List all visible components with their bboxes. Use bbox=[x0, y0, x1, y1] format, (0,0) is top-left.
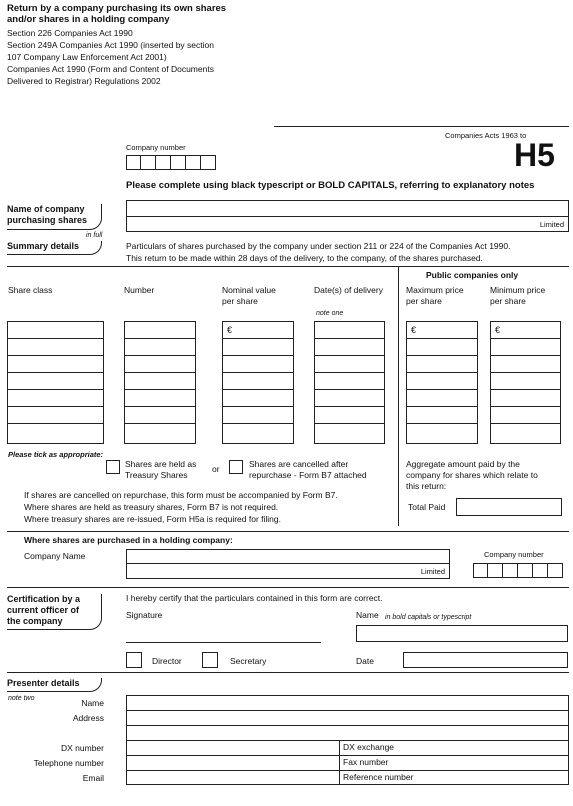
aggregate-line: Aggregate amount paid by the bbox=[406, 459, 520, 469]
signature-label: Signature bbox=[126, 610, 163, 620]
company-number-label: Company number bbox=[126, 143, 186, 152]
acts-label: Companies Acts 1963 to bbox=[445, 131, 527, 140]
col-max-sub: per share bbox=[406, 296, 442, 306]
held-label-2: Treasury Shares bbox=[125, 470, 188, 480]
note-two: note two bbox=[8, 695, 35, 702]
delivery-date-column[interactable] bbox=[314, 321, 385, 444]
form-code: H5 bbox=[514, 137, 555, 173]
col-nominal: Nominal value bbox=[222, 285, 276, 295]
section-tag-certification: Certification by a current officer of the company bbox=[7, 594, 102, 630]
note-line: Where shares are held as treasury shares, Form B7 is not required. bbox=[24, 502, 279, 512]
presenter-email-label: Email bbox=[82, 773, 104, 783]
ref-line: Section 226 Companies Act 1990 bbox=[7, 28, 133, 38]
date-field[interactable] bbox=[403, 652, 568, 668]
presenter-details-grid[interactable] bbox=[126, 695, 569, 785]
presenter-name-label: Name bbox=[81, 698, 104, 708]
ref-line: Delivered to Registrar) Regulations 2002 bbox=[7, 76, 161, 86]
cancelled-label-1: Shares are cancelled after bbox=[249, 459, 349, 469]
signature-line[interactable] bbox=[126, 642, 321, 643]
form-title-line2: and/or shares in a holding company bbox=[7, 14, 170, 25]
aggregate-line: this return: bbox=[406, 481, 447, 491]
note-line: If shares are cancelled on repurchase, this form must be accompanied by Form B7. bbox=[24, 490, 338, 500]
secretary-checkbox[interactable] bbox=[202, 652, 218, 668]
header-rule bbox=[274, 126, 569, 127]
fax-label: Fax number bbox=[343, 757, 389, 767]
holding-company-name-field[interactable]: Limited bbox=[126, 549, 450, 579]
treasury-checkbox[interactable] bbox=[106, 460, 120, 474]
presenter-dx-label: DX number bbox=[61, 743, 104, 753]
certification-statement: I hereby certify that the particulars contained in this form are correct. bbox=[126, 593, 383, 603]
total-paid-field[interactable] bbox=[456, 498, 562, 516]
name-label: Name bbox=[356, 610, 379, 620]
director-label: Director bbox=[152, 656, 182, 666]
holding-company-number-field[interactable] bbox=[473, 563, 563, 578]
company-number-field[interactable] bbox=[126, 155, 216, 170]
holding-company-number-label: Company number bbox=[484, 550, 544, 559]
ref-line: Companies Act 1990 (Form and Content of Documents bbox=[7, 64, 214, 74]
max-price-column[interactable]: € bbox=[406, 321, 478, 444]
dx-exchange-label: DX exchange bbox=[343, 742, 395, 752]
secretary-label: Secretary bbox=[230, 656, 267, 666]
cancelled-checkbox[interactable] bbox=[229, 460, 243, 474]
col-dates: Date(s) of delivery bbox=[314, 285, 383, 295]
col-nominal-sub: per share bbox=[222, 296, 258, 306]
public-only-label: Public companies only bbox=[426, 270, 519, 280]
tick-label: Please tick as appropriate: bbox=[8, 450, 104, 459]
summary-line1: Particulars of shares purchased by the company under section 211 or 224 of the Companies Act 1990. bbox=[126, 241, 511, 251]
holding-company-name-label: Company Name bbox=[24, 551, 86, 561]
director-checkbox[interactable] bbox=[126, 652, 142, 668]
reference-label: Reference number bbox=[343, 772, 414, 782]
form-title-line1: Return by a company purchasing its own shares bbox=[7, 3, 227, 14]
summary-rule bbox=[7, 266, 569, 267]
col-min-sub: per share bbox=[490, 296, 526, 306]
total-paid-label: Total Paid bbox=[408, 502, 446, 512]
holding-title: Where shares are purchased in a holding company: bbox=[24, 535, 233, 545]
ref-line: 107 Company Law Enforcement Act 2001) bbox=[7, 52, 167, 62]
name-note: in bold capitals or typescript bbox=[385, 614, 472, 621]
share-class-column[interactable] bbox=[7, 321, 104, 444]
public-divider bbox=[398, 266, 399, 526]
number-column[interactable] bbox=[124, 321, 196, 444]
section-tag-summary: Summary details bbox=[7, 241, 102, 255]
or-label: or bbox=[212, 464, 220, 474]
date-label: Date bbox=[356, 656, 374, 666]
note-line: Where treasury shares are re-issued, Form H5a is required for filing. bbox=[24, 514, 281, 524]
section-tag-presenter: Presenter details bbox=[7, 678, 102, 692]
nominal-value-column[interactable]: € bbox=[222, 321, 294, 444]
col-share-class: Share class bbox=[8, 285, 53, 295]
in-full-note: in full bbox=[86, 232, 103, 239]
section-tag-company-name: Name of company purchasing shares bbox=[7, 204, 102, 230]
cancelled-label-2: repurchase - Form B7 attached bbox=[249, 470, 367, 480]
col-number: Number bbox=[124, 285, 155, 295]
certification-rule bbox=[7, 587, 569, 588]
summary-line2: This return to be made within 28 days of the delivery, to the company, of the shares purchased. bbox=[126, 253, 483, 263]
note-one: note one bbox=[316, 310, 344, 317]
presenter-rule bbox=[7, 672, 569, 673]
aggregate-line: company for shares which relate to bbox=[406, 470, 538, 480]
presenter-telephone-label: Telephone number bbox=[33, 758, 104, 768]
col-min: Minimum price bbox=[490, 285, 546, 295]
instruction: Please complete using black typescript or BOLD CAPITALS, referring to explanatory notes bbox=[126, 180, 535, 191]
certifier-name-field[interactable] bbox=[356, 625, 568, 642]
presenter-address-label: Address bbox=[72, 713, 104, 723]
ref-line: Section 249A Companies Act 1990 (inserted by section bbox=[7, 40, 214, 50]
min-price-column[interactable]: € bbox=[490, 321, 561, 444]
company-name-field[interactable]: Limited bbox=[126, 200, 569, 232]
col-max: Maximum price bbox=[406, 285, 464, 295]
holding-rule bbox=[7, 531, 569, 532]
held-label-1: Shares are held as bbox=[125, 459, 197, 469]
